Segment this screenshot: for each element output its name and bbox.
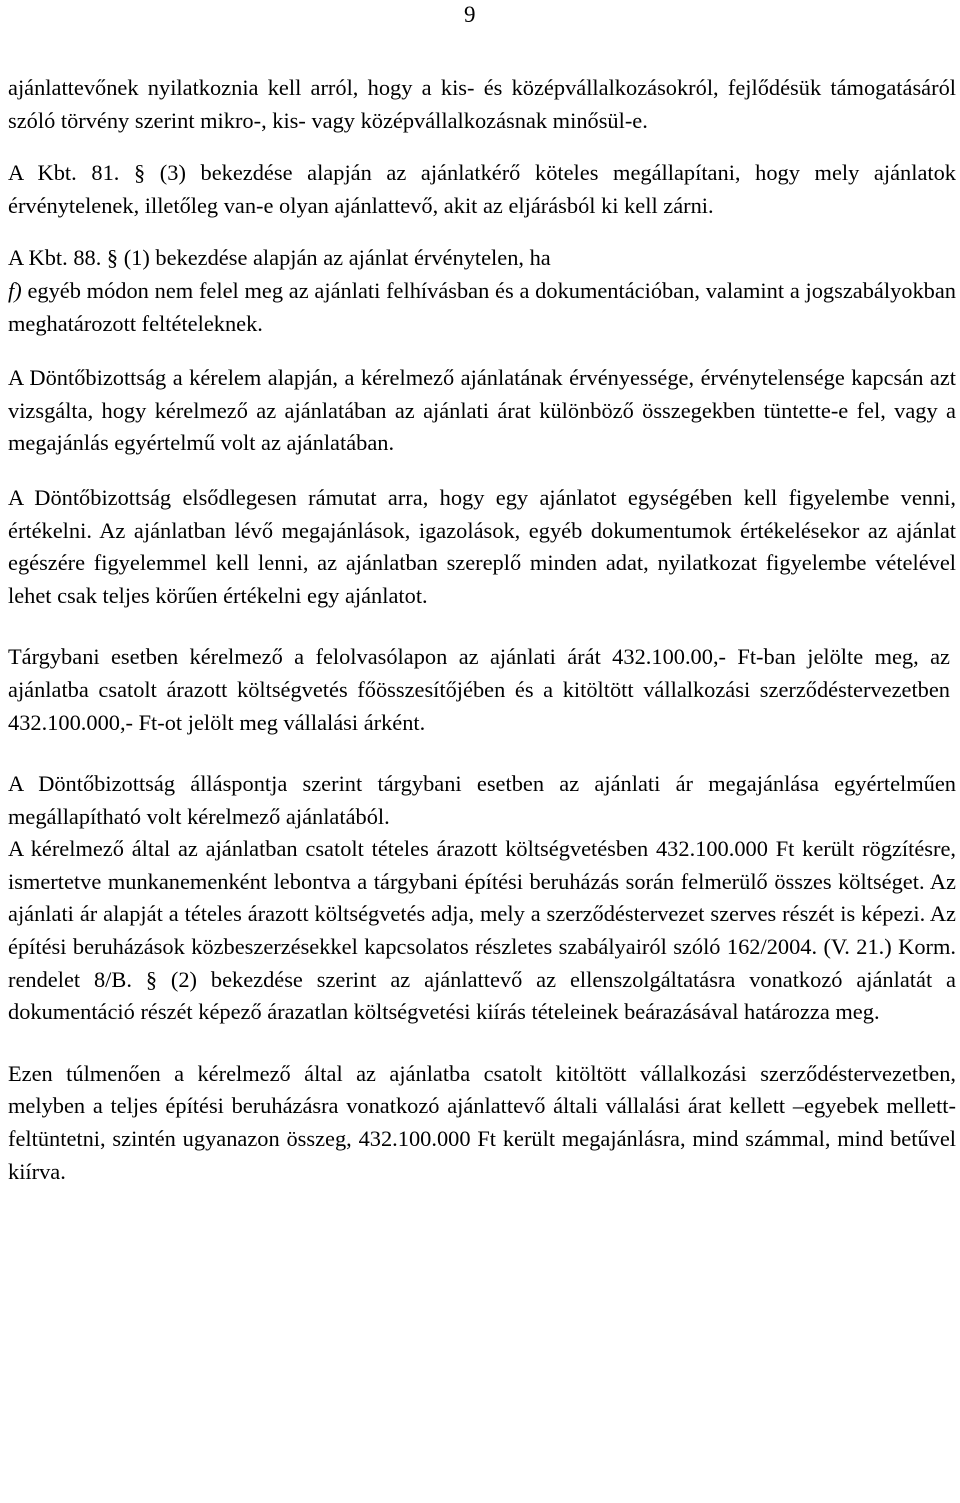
document-body <box>8 72 956 1188</box>
paragraph-price-statement: Tárgybani esetben kérelmező a felolvasólapon az ajánlati árát 432.100.00,- Ft-ban jelölte meg, az ajánlatba csatolt árazott költségvetés főösszesítőjében és a kitöltött vállalkozási szerződéstervezetben 432.100.000,- Ft-ot jelölt meg vállalási árként. <box>8 644 950 735</box>
paragraph-kbt-81: A Kbt. 81. § (3) bekezdése alapján az ajánlatkérő köteles megállapítani, hogy mely ajánlatok érvénytelenek, illetőleg van-e olyan ajánlattevő, akit az eljárásból ki kell zárni. <box>8 160 956 218</box>
paragraph-position: A Döntőbizottság álláspontja szerint tárgybani esetben az ajánlati ár megajánlása egyértelműen megállapítható volt kérelmező ajánlatából. <box>8 771 956 829</box>
paragraph-examination: A Döntőbizottság a kérelem alapján, a kérelmező ajánlatának érvényessége, érvénytelensége kapcsán azt vizsgálta, hogy kérelmező az ajánlatában az ajánlati árat különböző összegekben tüntette-e fel, vagy a megajánlás egyértelmű volt az ajánlatában. <box>8 365 956 456</box>
paragraph-kbt-88: A Kbt. 88. § (1) bekezdése alapján az ajánlat érvénytelen, ha <box>8 245 551 271</box>
paragraph-contract-draft: Ezen túlmenően a kérelmező által az ajánlatba csatolt kitöltött vállalkozási szerződéstervezetben, melyben a teljes építési beruházásra vonatkozó ajánlattevő általi vállalási árat kellett –egyebek mellett- feltüntetni, szintén ugyanazon összeg, 432.100.000 Ft került megajánlásra, mind számmal, mind betűvel kiírva. <box>8 1060 956 1184</box>
page-number: 9 <box>464 2 476 27</box>
paragraph-sme-declaration: ajánlattevőnek nyilatkoznia kell arról, hogy a kis- és középvállalkozásokról, fejlődésük támogatásáról szóló törvény szerint mikro-, kis- vagy középvállalkozásnak minősül-e. <box>8 75 956 133</box>
point-label: f) <box>8 277 22 303</box>
paragraph-holistic-evaluation: A Döntőbizottság elsődlegesen rámutat arra, hogy egy ajánlatot egységében kell figyelembe venni, értékelni. Az ajánlatban lévő megajánlások, igazolások, egyéb dokumentumok értékelésekor az ajánlat egészére figyelemmel kell lenni, az ajánlatban szereplő minden adat, nyilatkozat figyelembe vételével lehet csak teljes körűen értékelni egy ajánlatot. <box>8 484 956 608</box>
paragraph-itemized-budget: A kérelmező által az ajánlatban csatolt tételes árazott költségvetésben 432.100.000 Ft került rögzítésre, ismertetve munkanemenként lebontva a tárgybani építési beruházás során felmerülő összes költséget. Az ajánlati ár alapját a tételes árazott költségvetés adja, mely a szerződéstervezet szerves részét is képezi. Az építési beruházások közbeszerzésekkel kapcsolatos részletes szabályairól szóló 162/2004. (V. 21.) Korm. rendelet 8/B. § (2) bekezdése szerint az ajánlattevő az ellenszolgáltatásra vonatkozó ajánlatát a dokumentáció részét képező árazatlan költségvetési kiírás tételeinek beárazásával határozza meg. <box>8 836 956 1025</box>
point-text: egyéb módon nem felel meg az ajánlati felhívásban és a dokumentációban, valamint a jogszabályokban meghatározott feltételeknek. <box>8 277 956 336</box>
paragraph-point-f <box>8 275 956 340</box>
